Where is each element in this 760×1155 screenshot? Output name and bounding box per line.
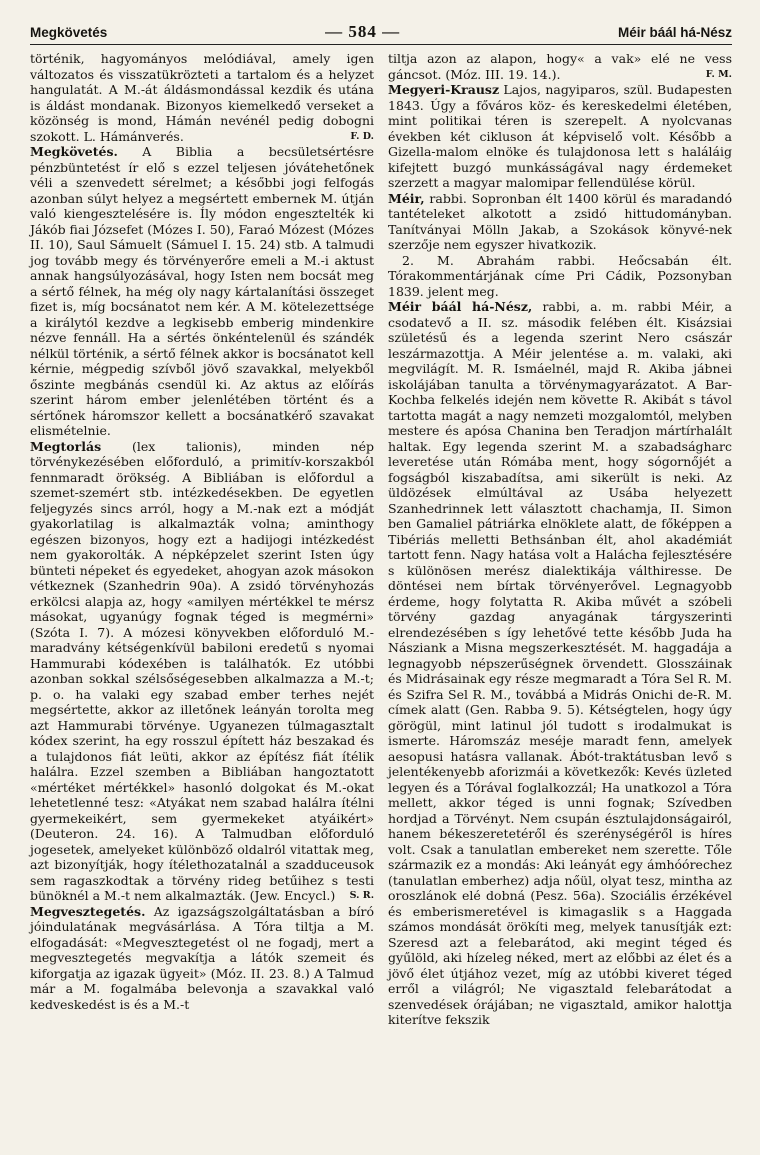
entry-text: 2. M. Abrahám rabbi. Heőcsabán élt. Tórakommentárjának címe Pri Cádik, Pozsonyban 1839. jelent meg. [388,252,732,299]
entry-text: (lex talionis), minden nép törvénykezésében előforduló, a primitív-korszakból fennmaradt örökség. A Bibliában is előfordul a szemet-szemért stb. intézkedésekben. De egyetlen feljegyzés sincs arról, hogy a M.-nak ezt a módját gyakorlatilag is alkalmazták volna; aminthogy egészen bizonyos, hogy ezt a hadijogi intézkedést nem gyakorolták. A népképzelet szerint Isten úgy bünteti népeket és egyedeket, ahogyan azok másokon vétkeznek (Szanhedrin 90a). A zsidó törvényhozás erkölcsi alapja az, hogy «amilyen mértékkel te mérsz másokat, ugyanúgy fognak téged is megmérni» (Szóta I. 7). A mózesi könyvekben előforduló M.-maradvány kétségenkívül babiloni eredetű s nyomai Hammurabi kódexében is találhatók. Ez utóbbi azonban sokkal szélsőségesebben alkalmazza a M.-t; p. o. ha valaki egy szabad ember terhes nejét megsértette, akkor az illetőnek leányán torolta meg azt Hammurabi törvénye. Ugyanezen túlmagasztalt kódex szerint, ha egy rosszul épített ház beszakad és a tulajdonos fiát leüti, akkor az építész fiát ítélik halálra. Ezzel szemben a Bibliában hangoztatott «mértéket mértékkel» hasonló dolgokat és M.-okat lehetetlenné tesz: «Atyákat nem szabad halálra ítélni gyermekeikért, sem gyermekeket atyáikért» (Deuteron. 24. 16). A Talmudban előforduló jogesetek, amelyeket különböző oldalról vitattak meg, azt bizonyítják, hogy ítélethozatalnál a szadduceusok sem ragaszkodtak a törvény rideg betűihez s testi bünöknél a M.-t nem alkalmazták. (Jew. Encycl.) [30,438,374,903]
header-left-keyword: Megkövetés [30,25,108,40]
entry-headword: Méir báál há-Nész, [388,299,533,314]
text-columns [30,51,732,1028]
entry-paragraph [388,82,732,191]
entry-text: történik, hagyományos melódiával, amely igen változatos és visszatükrözteti a tartalom és a helyzet hangulatát. A M.-át áldásmondással kezdik és utána is áldást mondanak. Bizonyos kiemelkedő verseket a közönség is mond, Hámán nevénél pedig dobogni szokott. L. Hámánverés. [30,51,374,144]
entry-text: Lajos, nagyiparos, szül. Budapesten 1843. Úgy a főváros köz- és kereskedelmi életében, mint politikai téren is szerepelt. A nyolcvanas években két cikluson át képviselő volt. Később a Gizella-malom elnöke és tulajdonosa lett s haláláig kifejtett buzgó munkásságával nagy érdemeket szerzett a magyar malomipar fellendülése körül. [388,82,732,190]
entry-headword: Megtorlás [30,438,102,454]
entry-paragraph [388,191,732,253]
header-right-keyword: Méir báál há-Nész [617,25,732,40]
entry-headword: Megkövetés. [30,144,118,159]
author-initials: S. R. [349,890,374,901]
entry-text: A Biblia a becsületsértésre pénzbüntetést ír elő s ezzel teljesen jóvátehetőnek véli a szenvedett sérelmet; a későbbi jogi felfogás azonban súlyt helyez a megsértett embernek M. útján való kiengesztelésére is. Íly módon engesztelték ki Jákób fiai Józsefet (Mózes I. 50), Faraó Mózest (Mózes II. 10), Saul Sámuelt (Sámuel I. 15. 24) stb. A talmudi jog tovább megy és törvényerőre emeli a M.-i aktust annak hangsúlyozásával, hogy Isten nem bocsát meg a sértő félnek, ha még oly nagy kártalanítási összeget fizet is, míg bocsánatot nem kér. A M. kötelezettsége a királytól kezdve a legkisebb emberig mindenkire nézve fennáll. Ha a sértés önkéntelenül és szándék nélkül történik, a sértő félnek akkor is bocsánatot kell kérnie, mégpedig szívből jövő szavakkal, melyekből őszinte megbánás csendül ki. Az aktus az előírás szerint három ember jelenlétében történt és a sértőnek háromszor kellett a bocsánatkérő szavakat elismételnie. [30,144,374,438]
entry-text: rabbi, a. m. rabbi Méir, a csodatevő a II. sz. második felében élt. Kisázsiai születésű és a legenda szerint Nero császár leszármazottja. A Méir jelentése a. m. valaki, aki megvilágít. M. R. Ismáelnél, majd R. Akiba jábnei iskolájában tanulta a törvénymagyarázatot. A Bar-Kochba felkelés idején nem követte R. Akibát s távol tartotta magát a nagy nemzeti mozgalomtól, melyben mestere és apósa Chanina ben Teradjon mártírhalált haltak. Egy legenda szerint M. a szabadságharc leveretése után Rómába ment, hogy sógornőjét a fogságból kiszabadítsa, ami sikerült is neki. Az üldözések elmúltával az Usába helyezett Szanhedrinnek lett választott chachamja, II. Simon ben Gamaliel pátriárka elnöklete alatt, de főképpen a Tibériás melletti Bethsánban élt, ahol akadémiát tartott fenn. Nagy hatása volt a Halácha fejlesztésére s különösen merész dialektikája válthiresse. De döntései nem bírtak törvényerővel. Legnagyobb érdeme, hogy folytatta R. Akiba művét a szóbeli törvény gazdag anyagának tárgyszerinti elrendezésében s így lehetővé tette később Juda ha Násziank a Misna megszerkesztését. M. haggadája a legnagyobb népszerűségnek örvendett. Glosszáinak és Midrásainak egy része megmaradt a Tóra Sel R. M. és Szifra Sel R. M., továbbá a Midrás Onichi de-R. M. címek alatt (Gen. Rabba 9. 5). Kétségtelen, hogy úgy görögül, mint latinul jól tudott s irodalmukat is ismerte. Háromszáz meséje maradt fenn, amelyek aesopusi hatásra vallanak. Ábót-traktátusban levő s jelentékenyebb aforizmái a következők: Kevés üzleted legyen és a Tórával foglalkozzál; Ha unatkozol a Tóra mellett, akkor téged is unni fognak; Szívedben hordjad a Törvényt. Nem csupán észtulajdonságairól, hanem békeszeretetéről és szerénységéről is híres volt. Csak a tanulatlan embereket nem szerette. Tőle származik ez a mondás: Aki leányát egy ámhóórechez (tanulatlan emberhez) adja nőül, olyat tesz, mintha az oroszlánok elé dobná (Pesz. 56a). Szociális érzékével és emberismeretével is kimagaslik s a Haggada számos mondását örökíti meg, melyek tanusítják ezt: Szeresd azt a felebarátod, aki megint téged és gyűlöld, aki hízeleg néked, mert az előbbi az élet és a jövő élet útjához vezet, míg az utóbbi kiveret téged erről a világról; Ne vigasztald felebarátodat a szenvedések órájában; ne vigasztald, amikor halottja kiterítve fekszik [388,299,732,1027]
entry-paragraph [30,904,374,1013]
entry-paragraph [30,144,374,439]
entry-headword: Méir, [388,190,425,206]
entry-headword: Megvesztegetés. [30,903,146,919]
entry-paragraph [30,439,374,904]
entry-text: Az igazságszolgáltatásban a bíró jóindulatának megvásárlása. A Tóra tiltja a M. elfogadását: «Megvesztegetést ol ne fogadj, mert a megvesztegetés megvakítja a látók szemeit és kiforgatja az igazak ügyeit» (Móz. II. 23. 8.) A Talmud már a M. fogalmába belevonja a szavakkal való kedveskedést is és a M.-t [30,903,374,1012]
entry-text: tiltja azon az alapon, hogy« a vak» elé ne vess gáncsot. (Móz. III. 19. 14.). [388,51,732,82]
entry-paragraph [30,51,374,144]
left-column [30,51,374,1028]
author-initials: F. D. [350,130,374,142]
right-column [388,51,732,1028]
page-number: — 584 — [325,22,401,41]
entry-paragraph [388,253,732,300]
author-initials: F. M. [705,68,732,80]
entry-paragraph [388,299,732,1028]
entry-headword: Megyeri-Krausz [388,82,500,97]
entry-text: rabbi. Sopronban élt 1400 körül és maradandó tantételeket alkotott a zsidó hittudományban. Tanítványai Mölln Jakab, a Szokások könyvé-nek szerzője nem egyszer hivatkozik. [388,190,732,252]
page-header [30,22,732,45]
entry-paragraph [388,51,732,82]
